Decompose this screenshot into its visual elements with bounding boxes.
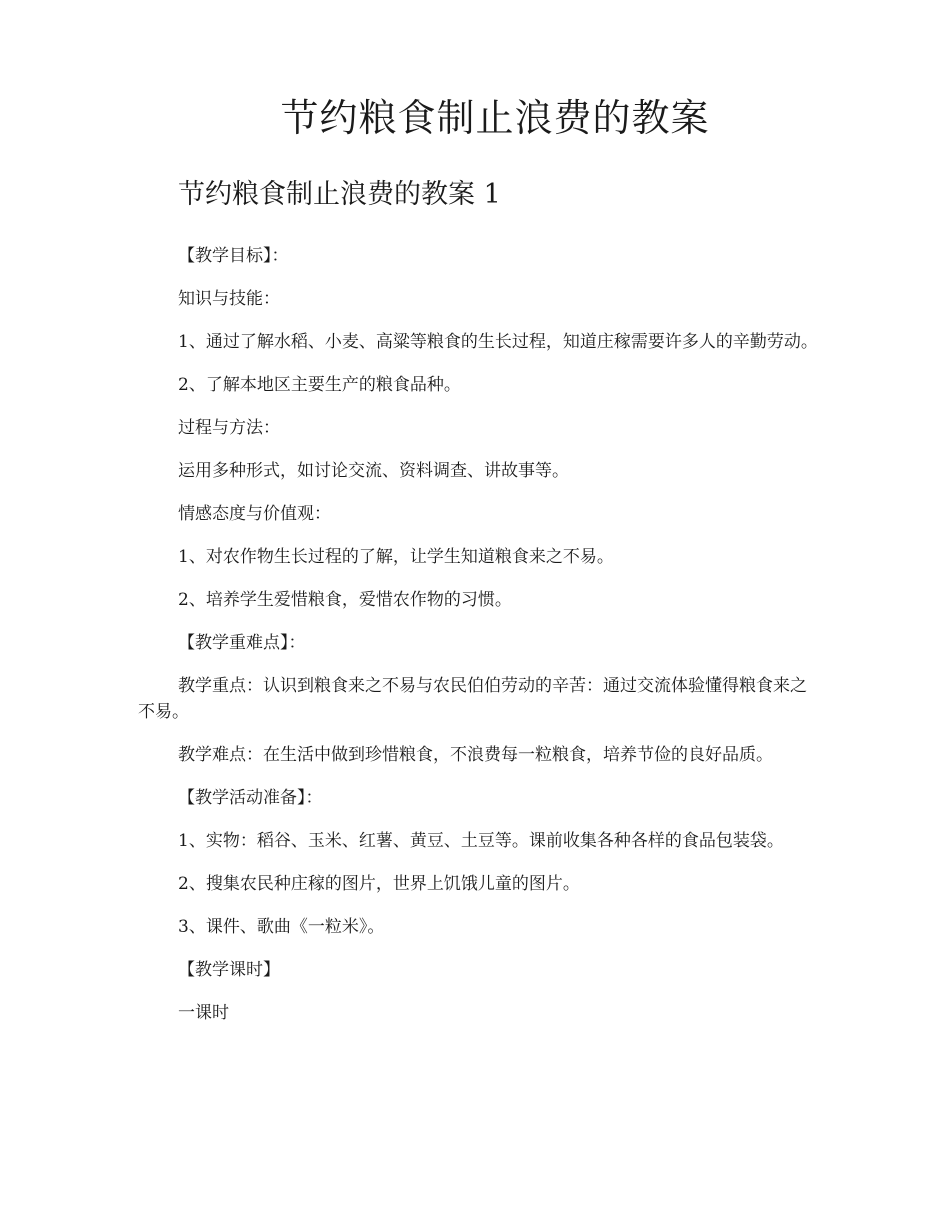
paragraph: 运用多种形式，如讨论交流、资料调查、讲故事等。 (178, 461, 569, 481)
heading-teaching-goals: 【教学目标】： (178, 246, 289, 266)
paragraph: 2、培养学生爱惜粮食，爱惜农作物的习惯。 (178, 590, 512, 610)
heading-activity-preparation: 【教学活动准备】： (178, 788, 323, 808)
subheading-knowledge-skills: 知识与技能： (178, 289, 280, 309)
heading-class-hours: 【教学课时】 (178, 960, 280, 980)
subheading-emotion-values: 情感态度与价值观： (178, 504, 331, 524)
heading-key-difficult-points: 【教学重难点】： (178, 633, 306, 653)
paragraph: 教学难点：在生活中做到珍惜粮食，不浪费每一粒粮食，培养节俭的良好品质。 (178, 745, 773, 765)
paragraph: 2、了解本地区主要生产的粮食品种。 (178, 375, 461, 395)
document-title: 节约粮食制止浪费的教案 (280, 96, 710, 140)
paragraph: 教学重点：认识到粮食来之不易与农民伯伯劳动的辛苦：通过交流体验懂得粮食来之不易。 (138, 676, 807, 722)
paragraph: 1、实物：稻谷、玉米、红薯、黄豆、土豆等。课前收集各种各样的食品包装袋。 (178, 831, 784, 851)
paragraph: 2、搜集农民种庄稼的图片，世界上饥饿儿童的图片。 (178, 874, 580, 894)
paragraph: 3、课件、歌曲《一粒米》。 (178, 917, 385, 937)
paragraph: 一课时 (178, 1003, 229, 1023)
paragraph: 1、对农作物生长过程的了解，让学生知道粮食来之不易。 (178, 547, 614, 567)
subheading-process-methods: 过程与方法： (178, 418, 280, 438)
section-title: 节约粮食制止浪费的教案 1 (178, 179, 501, 210)
paragraph: 1、通过了解水稻、小麦、高粱等粮食的生长过程，知道庄稼需要许多人的辛勤劳动。 (178, 332, 818, 352)
document-body (138, 243, 818, 1043)
